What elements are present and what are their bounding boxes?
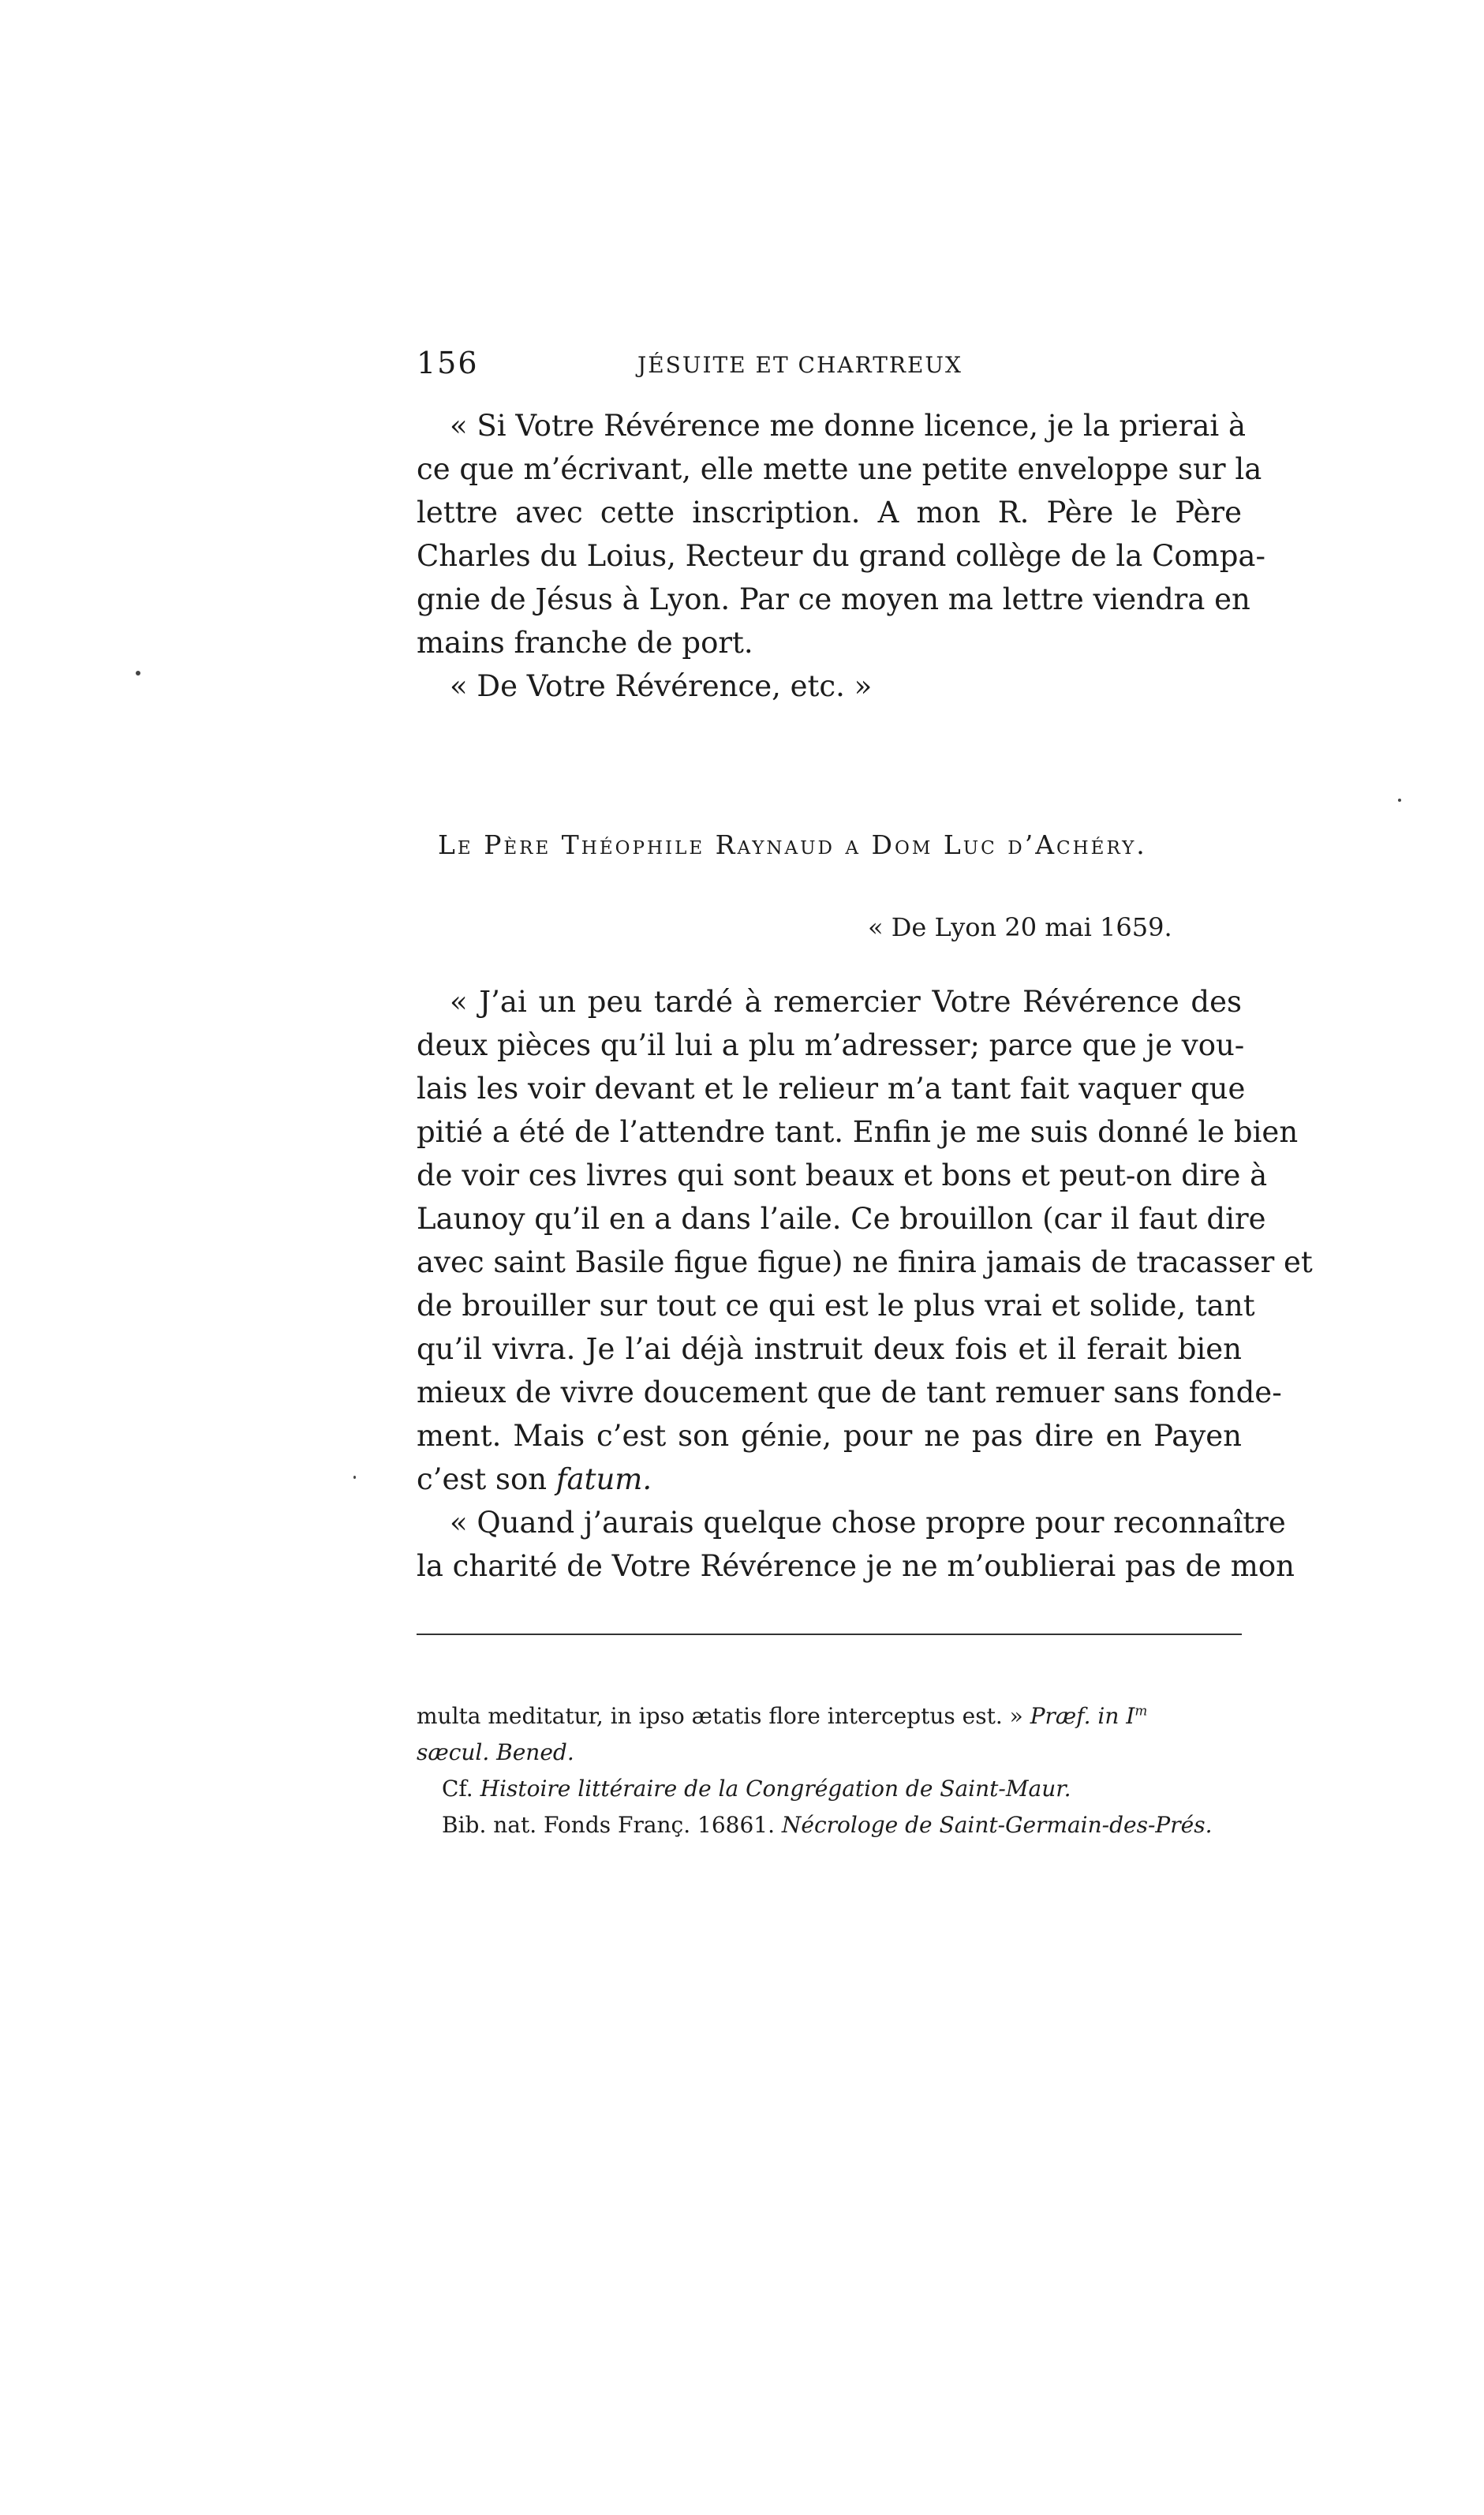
section-heading: Le Père Théophile Raynaud a Dom Luc d’Achéry. [438, 829, 1147, 860]
text-line: « J’ai un peu tardé à remercier Votre Révérence des [450, 985, 1242, 1019]
text-line: mains franche de port. [417, 626, 753, 660]
fatum-prefix: c’est son [417, 1462, 548, 1496]
letter-1-text [417, 404, 1265, 708]
ink-speck [136, 671, 140, 676]
footnote-line [417, 1698, 1242, 1735]
page-header [417, 346, 1242, 393]
footnote-text: multa meditatur, in ipso ætatis flore interceptus est. » [417, 1703, 1023, 1729]
text-line: ment. Mais c’est son génie, pour ne pas dire en Payen [417, 1419, 1242, 1453]
fatum-word: fatum. [555, 1462, 652, 1496]
text-line: lais les voir devant et le relieur m’a tant fait vaquer que [417, 1072, 1246, 1106]
footnote-text: Bib. nat. Fonds Franç. 16861. [442, 1812, 776, 1838]
text-line: « De Votre Révérence, etc. » [450, 669, 873, 703]
text-line: mieux de vivre doucement que de tant remuer sans fonde- [417, 1375, 1282, 1409]
footnote-line [417, 1771, 1242, 1807]
footnote-text: Cf. [442, 1776, 473, 1802]
text-line-fatum [417, 1458, 1242, 1501]
text-line: Charles du Loius, Recteur du grand collège de la Compa- [417, 539, 1265, 573]
footnote-italic: sæcul. Bened. [417, 1739, 574, 1765]
footnote-line [417, 1807, 1242, 1843]
footnote-italic: Histoire littéraire de la Congrégation de Saint-Maur. [480, 1776, 1071, 1802]
text-line: avec saint Basile figue figue) ne finira jamais de tracasser et [417, 1245, 1313, 1279]
text-line: Launoy qu’il en a dans l’aile. Ce brouillon (car il faut dire [417, 1202, 1266, 1236]
footnote-rule [417, 1634, 1242, 1635]
text-line: deux pièces qu’il lui a plu m’adresser; parce que je vou- [417, 1028, 1245, 1062]
ink-speck [1398, 799, 1401, 802]
footnote-italic: Nécrologe de Saint-Germain-des-Prés. [781, 1812, 1213, 1838]
page-number: 156 [417, 346, 479, 380]
ink-speck [353, 1476, 356, 1479]
letter-2-text [417, 980, 1313, 1588]
footnotes [417, 1698, 1242, 1843]
text-line: qu’il vivra. Je l’ai déjà instruit deux fois et il ferait bien [417, 1332, 1242, 1366]
footnote-italic: Præf. in I [1030, 1703, 1135, 1729]
text-line: lettre avec cette inscription. A mon R. Père le Père [417, 496, 1242, 530]
text-line: gnie de Jésus à Lyon. Par ce moyen ma lettre viendra en [417, 582, 1250, 616]
text-line: « Si Votre Révérence me donne licence, je la prierai à [450, 409, 1247, 443]
text-line: ce que m’écrivant, elle mette une petite enveloppe sur la [417, 452, 1262, 486]
text-line: de brouiller sur tout ce qui est le plus vrai et solide, tant [417, 1289, 1255, 1323]
text-line: « Quand j’aurais quelque chose propre pour reconnaître [450, 1506, 1286, 1540]
running-head: JÉSUITE ET CHARTREUX [637, 352, 963, 378]
text-line: pitié a été de l’attendre tant. Enfin je me suis donné le bien [417, 1115, 1299, 1149]
footnote-superscript: m [1134, 1702, 1148, 1719]
text-line: de voir ces livres qui sont beaux et bons et peut-on dire à [417, 1158, 1268, 1192]
text-line: la charité de Votre Révérence je ne m’oublierai pas de mon [417, 1549, 1295, 1583]
footnote-line [417, 1735, 1242, 1771]
dateline: « De Lyon 20 mai 1659. [868, 912, 1172, 942]
